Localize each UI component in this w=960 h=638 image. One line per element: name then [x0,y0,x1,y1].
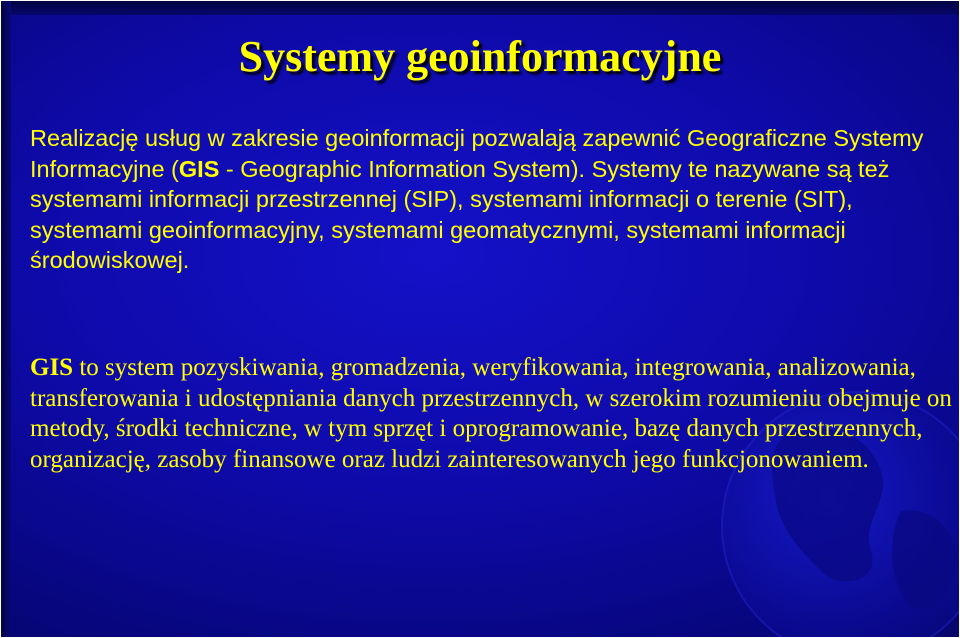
slide-top-band [1,1,959,15]
paragraph-definition-intro [30,123,955,276]
abbreviation-gis: GIS [178,155,220,182]
slide-title: Systemy geoinformacyjne [238,32,722,81]
slide [1,1,959,637]
slide-left-band [1,1,11,637]
paragraph-text: to system pozyskiwania, gromadzenia, weryfikowania, integrowania, analizowania, transferowania i udostępniania danych przestrzennych, w szerokim rozumieniu obejmuje on metody, środki techniczne, w tym sprzęt i oprogramowanie, bazę danych przestrzennych, organizację, zasoby finansowe oraz ludzi zainteresowanych jego funkcjonowaniem. [30,354,952,473]
paragraph-text: - Geographic Information System). Systemy te nazywane są też systemami informacji przestrzennej (SIP), systemami informacji o terenie (SIT), systemami geoinformacyjny, systemami geomatycznymi, systemami informacji środowiskowej. [30,155,890,273]
paragraph-text: Realizację usług w zakresie geoinformacji pozwalają zapewnić Geograficzne Systemy Informacyjne ( [30,125,924,182]
paragraph-gis-definition [30,353,955,475]
abbreviation-gis: GIS [30,354,74,381]
